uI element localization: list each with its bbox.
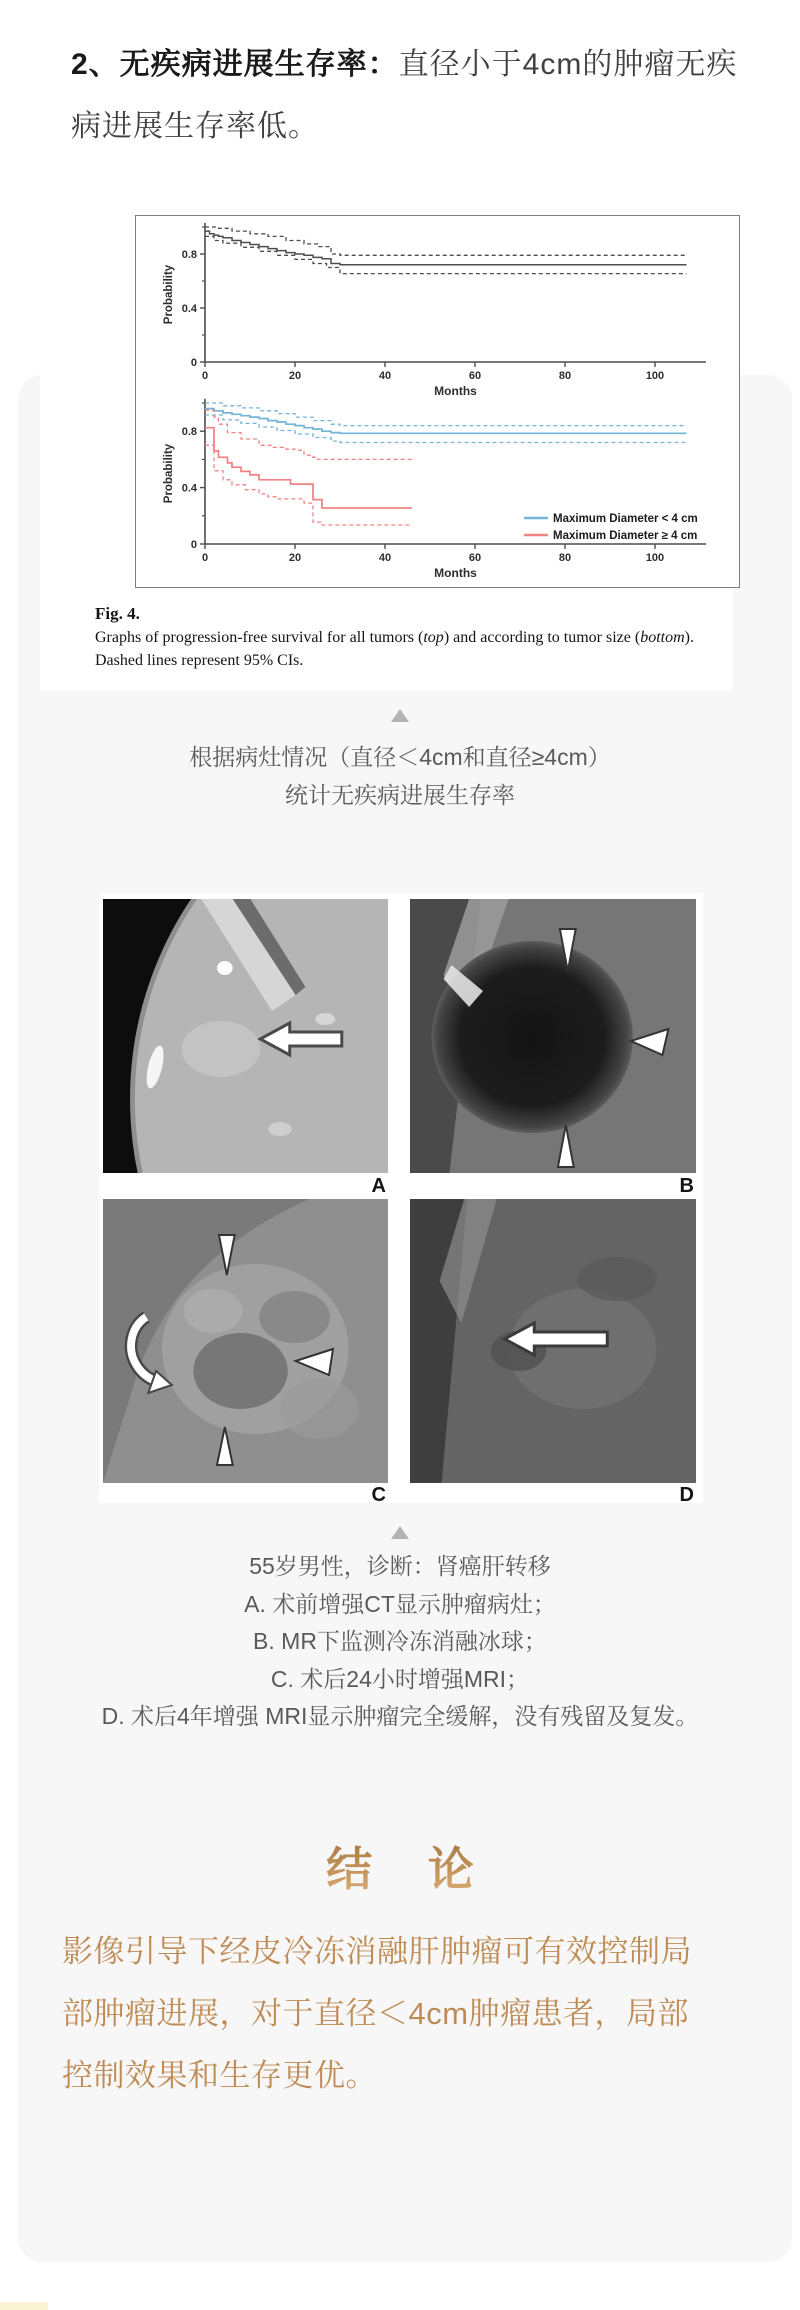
svg-text:0.8: 0.8 <box>181 426 197 439</box>
conclusion-line: 控制效果和生存更优。 <box>62 2058 377 2093</box>
mr-image-d <box>410 1199 696 1483</box>
series-curve <box>205 231 687 265</box>
panel-label-d: D <box>679 1484 694 1506</box>
svg-text:0: 0 <box>190 539 197 551</box>
mr-panel-d <box>410 1199 696 1483</box>
mr-image-c <box>103 1199 388 1483</box>
conclusion-line: 部肿瘤进展，对于直径＜4cm肿瘤患者，局部 <box>62 1996 690 2031</box>
svg-text:80: 80 <box>558 552 572 564</box>
mr-image-b <box>410 899 696 1173</box>
bottom-sliver <box>0 2302 48 2310</box>
svg-text:0.4: 0.4 <box>181 303 197 315</box>
ct-panel-a <box>103 899 388 1173</box>
svg-text:Maximum Diameter < 4 cm: Maximum Diameter < 4 cm <box>553 513 698 525</box>
km-survival-figure <box>135 215 740 588</box>
panel-label-c: C <box>371 1484 386 1506</box>
series-ci <box>205 445 412 525</box>
image-annotation-line: B. MR下监测冷冻消融冰球； <box>253 1628 547 1654</box>
km-survival-chart <box>136 216 739 587</box>
km-plot-top <box>163 223 706 398</box>
svg-text:0: 0 <box>201 370 209 382</box>
svg-text:60: 60 <box>468 552 482 564</box>
mr-panel-c <box>103 1199 388 1483</box>
svg-text:0.4: 0.4 <box>181 482 197 495</box>
svg-text:0: 0 <box>190 357 197 369</box>
figure-block <box>40 196 733 691</box>
figure-caption <box>95 602 731 672</box>
svg-text:20: 20 <box>288 552 302 564</box>
conclusion-line: 影像引导下经皮冷冻消融肝肿瘤可有效控制局 <box>62 1934 692 1969</box>
image-annotation-line: A. 术前增强CT显示肿瘤病灶； <box>244 1591 556 1617</box>
panel-label-b: B <box>679 1175 694 1197</box>
svg-text:Months: Months <box>434 566 477 580</box>
series-curve <box>205 428 412 508</box>
mr-panel-b <box>410 899 696 1173</box>
section-heading <box>71 34 739 158</box>
svg-text:Probability: Probability <box>163 264 175 325</box>
svg-text:40: 40 <box>378 552 392 564</box>
conclusion-body <box>62 1921 748 2107</box>
panel-label-a: A <box>371 1175 386 1197</box>
heading-bold-text: 2、无疾病进展生存率： <box>71 48 399 81</box>
image-annotation-line: D. 术后4年增强 MRI显示肿瘤完全缓解，没有残留及复发。 <box>101 1703 699 1729</box>
figure-annotation-line: 统计无疾病进展生存率 <box>285 782 515 808</box>
series-ci <box>205 410 412 459</box>
svg-text:40: 40 <box>378 370 392 382</box>
km-plot-bottom <box>163 399 706 580</box>
svg-text:Probability: Probability <box>163 443 175 504</box>
figure-caption-text: Graphs of progression-free survival for all tumors (top) and according to tumor size (bottom). Dashed lines represent 95% CIs. <box>95 629 694 669</box>
conclusion-title: 结 论 <box>0 1833 800 1899</box>
up-triangle-icon <box>391 709 409 722</box>
svg-text:60: 60 <box>468 370 482 382</box>
svg-text:20: 20 <box>288 370 302 382</box>
svg-text:0: 0 <box>201 552 209 564</box>
svg-text:Months: Months <box>434 384 477 398</box>
figure-caption-label: Fig. 4. <box>95 604 140 623</box>
image-annotation-line: 55岁男性，诊断：肾癌肝转移 <box>249 1553 551 1579</box>
chart-legend <box>524 513 698 542</box>
heading-normal-text: 直径小于4cm的肿瘤无疾病进展生存率低。 <box>71 48 738 143</box>
series-ci <box>205 415 687 443</box>
ct-image-a <box>103 899 388 1173</box>
svg-text:Maximum Diameter ≥ 4 cm: Maximum Diameter ≥ 4 cm <box>553 530 698 542</box>
svg-text:100: 100 <box>645 370 665 382</box>
svg-text:0.8: 0.8 <box>181 249 197 261</box>
svg-text:100: 100 <box>645 552 665 564</box>
figure-annotation-line: 根据病灶情况（直径＜4cm和直径≥4cm） <box>189 744 611 770</box>
svg-text:80: 80 <box>558 370 572 382</box>
medical-image-grid <box>99 893 703 1506</box>
image-annotation-line: C. 术后24小时增强MRI； <box>270 1666 530 1692</box>
up-triangle-icon <box>391 1526 409 1539</box>
